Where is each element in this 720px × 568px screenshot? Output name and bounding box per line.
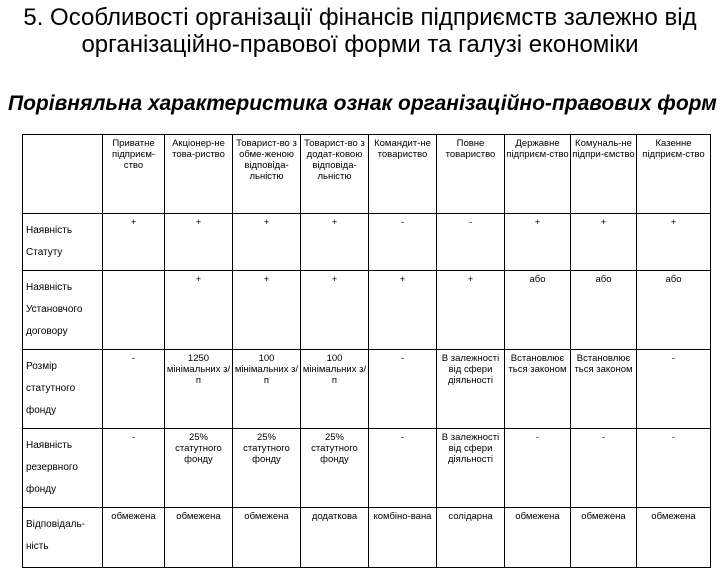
table-cell: + [165, 214, 233, 271]
table-cell: 25% статутного фонду [233, 429, 301, 508]
table-cell: + [233, 271, 301, 350]
table-cell: + [571, 214, 637, 271]
column-header: Казенне підприєм-ство [637, 135, 711, 214]
column-header: Приватне підприєм-ство [103, 135, 165, 214]
slide-subtitle: Порівняльна характеристика ознак організаційно-правових форм [8, 92, 717, 115]
table-cell: або [571, 271, 637, 350]
table-cell: - [505, 429, 571, 508]
column-header: Товарист-во з додат-ковою відповіда-льністю [301, 135, 369, 214]
table-cell: + [301, 214, 369, 271]
table-cell: - [637, 429, 711, 508]
row-label: Наявність Статуту [23, 214, 103, 271]
column-header: Товарист-во з обме-женою відповіда-льністю [233, 135, 301, 214]
table-cell: комбіно-вана [369, 508, 437, 568]
table-cell: обмежена [103, 508, 165, 568]
table-cell: + [165, 271, 233, 350]
table-cell: обмежена [505, 508, 571, 568]
table-row [23, 271, 711, 350]
header-row [23, 135, 711, 214]
row-label: Розмір статутного фонду [23, 350, 103, 429]
row-label: Наявність резервного фонду [23, 429, 103, 508]
table-cell: - [437, 214, 505, 271]
table-cell: Встановлює ться законом [505, 350, 571, 429]
table-cell: - [369, 350, 437, 429]
table-cell: обмежена [165, 508, 233, 568]
table-cell: 100 мінімальних з/п [301, 350, 369, 429]
table-cell: - [637, 350, 711, 429]
table-cell: солідарна [437, 508, 505, 568]
column-header: Повне товариство [437, 135, 505, 214]
column-header: Державне підприєм-ство [505, 135, 571, 214]
table-cell: + [369, 271, 437, 350]
slide-title: 5. Особливості організації фінансів підприємств залежно від організаційно-правової форми та галузі економіки [23, 4, 697, 58]
table-cell: + [437, 271, 505, 350]
table-row [23, 508, 711, 568]
table-cell: + [637, 214, 711, 271]
row-label: Відповідаль-ність [23, 508, 103, 568]
table-cell: Встановлює ться законом [571, 350, 637, 429]
table-cell: В залежності від сфери діяльності [437, 429, 505, 508]
column-header: Командит-не товариство [369, 135, 437, 214]
table-cell [103, 271, 165, 350]
comparison-table [22, 134, 711, 568]
column-header: Комуналь-не підпри-ємство [571, 135, 637, 214]
table-cell: + [103, 214, 165, 271]
table-cell: + [301, 271, 369, 350]
table-cell: В залежності від сфери діяльності [437, 350, 505, 429]
corner-cell [23, 135, 103, 214]
table-cell: + [233, 214, 301, 271]
table-cell: 100 мінімальних з/п [233, 350, 301, 429]
table-cell: 1250 мінімальних з/п [165, 350, 233, 429]
table-cell: або [637, 271, 711, 350]
table-cell: або [505, 271, 571, 350]
table-row [23, 214, 711, 271]
table-cell: обмежена [637, 508, 711, 568]
table-cell: додаткова [301, 508, 369, 568]
table-cell: - [103, 429, 165, 508]
table-cell: - [369, 429, 437, 508]
table-cell: - [571, 429, 637, 508]
table-cell: обмежена [571, 508, 637, 568]
table-cell: + [505, 214, 571, 271]
table-cell: - [103, 350, 165, 429]
table-cell: 25% статутного фонду [165, 429, 233, 508]
table-cell: обмежена [233, 508, 301, 568]
table-row [23, 350, 711, 429]
column-header: Акціонер-не това-риство [165, 135, 233, 214]
table-cell: - [369, 214, 437, 271]
table-cell: 25% статутного фонду [301, 429, 369, 508]
table-row [23, 429, 711, 508]
row-label: Наявність Установчого договору [23, 271, 103, 350]
